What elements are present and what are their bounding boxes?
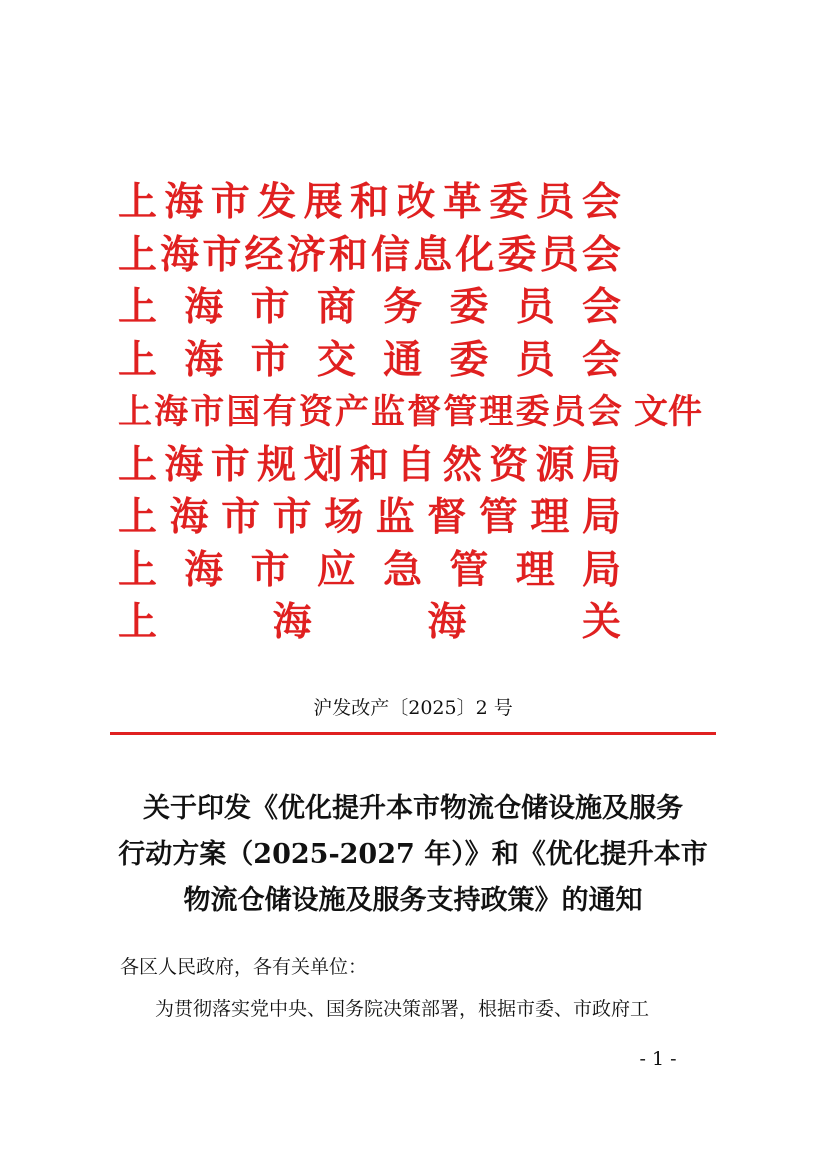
issuer-char: 员 bbox=[539, 231, 579, 278]
issuer-char: 局 bbox=[581, 546, 621, 593]
issuer-name bbox=[118, 176, 621, 228]
issuer-char: 资 bbox=[489, 441, 529, 488]
issuer-char: 市 bbox=[250, 284, 290, 330]
issuer-char: 化 bbox=[455, 231, 495, 278]
issuer-char: 委 bbox=[515, 392, 549, 432]
issuer-char: 和 bbox=[349, 441, 389, 488]
title-line: 物流仓储设施及服务支持政策》的通知 bbox=[183, 885, 643, 916]
issuer-char: 海 bbox=[272, 599, 312, 645]
issuer-name bbox=[118, 229, 621, 281]
issuer-name bbox=[118, 596, 621, 648]
issuer-char: 市 bbox=[190, 392, 224, 432]
issuer-char: 信 bbox=[371, 231, 411, 278]
issuer-name bbox=[118, 544, 621, 596]
issuer-char: 理 bbox=[530, 494, 570, 540]
issuer-char: 上 bbox=[118, 336, 158, 383]
issuer-char: 务 bbox=[383, 284, 423, 330]
issuer-char: 商 bbox=[316, 284, 356, 330]
issuer-name bbox=[118, 386, 621, 438]
issuer-char: 理 bbox=[479, 392, 513, 432]
issuer-row bbox=[118, 176, 718, 229]
issuer-char: 济 bbox=[286, 231, 326, 278]
issuer-char: 局 bbox=[581, 494, 621, 540]
issuer-char: 交 bbox=[316, 336, 356, 383]
issuer-char: 应 bbox=[316, 546, 356, 593]
issuer-char: 上 bbox=[118, 392, 151, 432]
issuer-name bbox=[118, 439, 621, 491]
issuer-char: 委 bbox=[497, 231, 537, 278]
issuer-char: 市 bbox=[221, 494, 261, 540]
issuer-char: 海 bbox=[160, 231, 200, 278]
issuer-char: 上 bbox=[118, 494, 158, 540]
issuer-char: 市 bbox=[250, 546, 290, 593]
issuer-char: 委 bbox=[449, 336, 489, 383]
issuer-char: 展 bbox=[303, 179, 343, 225]
issuer-char: 会 bbox=[581, 284, 621, 330]
issuer-char: 发 bbox=[257, 179, 297, 225]
issuer-char: 管 bbox=[449, 546, 489, 593]
issuer-char: 上 bbox=[118, 231, 158, 278]
red-divider-line bbox=[110, 732, 716, 735]
issuer-char: 会 bbox=[581, 179, 621, 225]
title-line: 行动方案（2025-2027 年）》和《优化提升本市 bbox=[118, 839, 708, 870]
issuer-char: 管 bbox=[478, 494, 518, 540]
issuer-char: 员 bbox=[515, 284, 555, 330]
issuer-char: 经 bbox=[244, 231, 284, 278]
issuer-char: 上 bbox=[118, 441, 158, 488]
issuer-char: 上 bbox=[118, 179, 158, 225]
title-line: 关于印发《优化提升本市物流仓储设施及服务 bbox=[143, 793, 683, 824]
issuer-char: 员 bbox=[535, 179, 575, 225]
issuer-char: 委 bbox=[449, 284, 489, 330]
issuer-char: 规 bbox=[257, 441, 297, 488]
addressee-line: 各区人民政府，各有关单位： bbox=[120, 956, 368, 978]
document-number: 沪发改产〔2025〕2 号 bbox=[313, 697, 513, 719]
document-title bbox=[104, 786, 722, 924]
issuer-char: 息 bbox=[413, 231, 453, 278]
issuer-char: 自 bbox=[396, 441, 436, 488]
issuer-row bbox=[118, 544, 718, 597]
issuer-char: 督 bbox=[427, 494, 467, 540]
body-paragraph: 为贯彻落实党中央、国务院决策部署，根据市委、市政府工 bbox=[155, 998, 650, 1020]
issuer-char: 有 bbox=[262, 392, 296, 432]
issuer-char: 产 bbox=[334, 392, 368, 432]
issuer-name bbox=[118, 334, 621, 386]
issuer-char: 源 bbox=[535, 441, 575, 488]
issuer-char: 通 bbox=[383, 336, 423, 383]
issuer-char: 局 bbox=[581, 441, 621, 488]
issuer-char: 会 bbox=[587, 392, 621, 432]
issuer-char: 监 bbox=[375, 494, 415, 540]
issuer-char: 上 bbox=[118, 284, 158, 330]
issuer-char: 急 bbox=[383, 546, 423, 593]
issuer-char: 和 bbox=[349, 179, 389, 225]
issuer-row bbox=[118, 281, 718, 334]
issuer-char: 划 bbox=[303, 441, 343, 488]
issuer-char: 会 bbox=[581, 231, 621, 278]
issuer-char: 市 bbox=[250, 336, 290, 383]
issuer-char: 然 bbox=[442, 441, 482, 488]
issuer-char: 会 bbox=[581, 336, 621, 383]
issuer-char: 海 bbox=[427, 599, 467, 645]
issuer-char: 上 bbox=[118, 546, 158, 593]
issuer-char: 市 bbox=[202, 231, 242, 278]
issuer-char: 监 bbox=[370, 392, 404, 432]
document-type-label: 文件 bbox=[634, 392, 702, 432]
issuer-char: 革 bbox=[442, 179, 482, 225]
issuer-char: 海 bbox=[184, 336, 224, 383]
issuer-char: 改 bbox=[396, 179, 436, 225]
issuer-char: 管 bbox=[443, 392, 477, 432]
issuing-authorities-header bbox=[118, 176, 718, 649]
issuer-name bbox=[118, 281, 621, 333]
issuer-char: 市 bbox=[272, 494, 312, 540]
issuer-char: 上 bbox=[118, 599, 158, 645]
issuer-row bbox=[118, 491, 718, 544]
issuer-row bbox=[118, 439, 718, 492]
issuer-char: 市 bbox=[210, 441, 250, 488]
issuer-row bbox=[118, 386, 718, 439]
issuer-char: 海 bbox=[184, 546, 224, 593]
issuer-char: 和 bbox=[328, 231, 368, 278]
issuer-char: 场 bbox=[324, 494, 364, 540]
issuer-char: 资 bbox=[298, 392, 332, 432]
issuer-char: 理 bbox=[515, 546, 555, 593]
page-number: - 1 - bbox=[639, 1048, 677, 1070]
issuer-char: 海 bbox=[164, 179, 204, 225]
issuer-char: 海 bbox=[169, 494, 209, 540]
issuer-char: 海 bbox=[184, 284, 224, 330]
issuer-char: 委 bbox=[489, 179, 529, 225]
issuer-char: 员 bbox=[551, 392, 585, 432]
issuer-name bbox=[118, 491, 621, 543]
issuer-char: 海 bbox=[164, 441, 204, 488]
issuer-char: 督 bbox=[407, 392, 441, 432]
issuer-char: 员 bbox=[515, 336, 555, 383]
issuer-row bbox=[118, 596, 718, 649]
issuer-char: 国 bbox=[226, 392, 260, 432]
issuer-row bbox=[118, 229, 718, 282]
issuer-char: 市 bbox=[210, 179, 250, 225]
issuer-char: 海 bbox=[154, 392, 188, 432]
issuer-row bbox=[118, 334, 718, 387]
issuer-char: 关 bbox=[581, 599, 621, 645]
